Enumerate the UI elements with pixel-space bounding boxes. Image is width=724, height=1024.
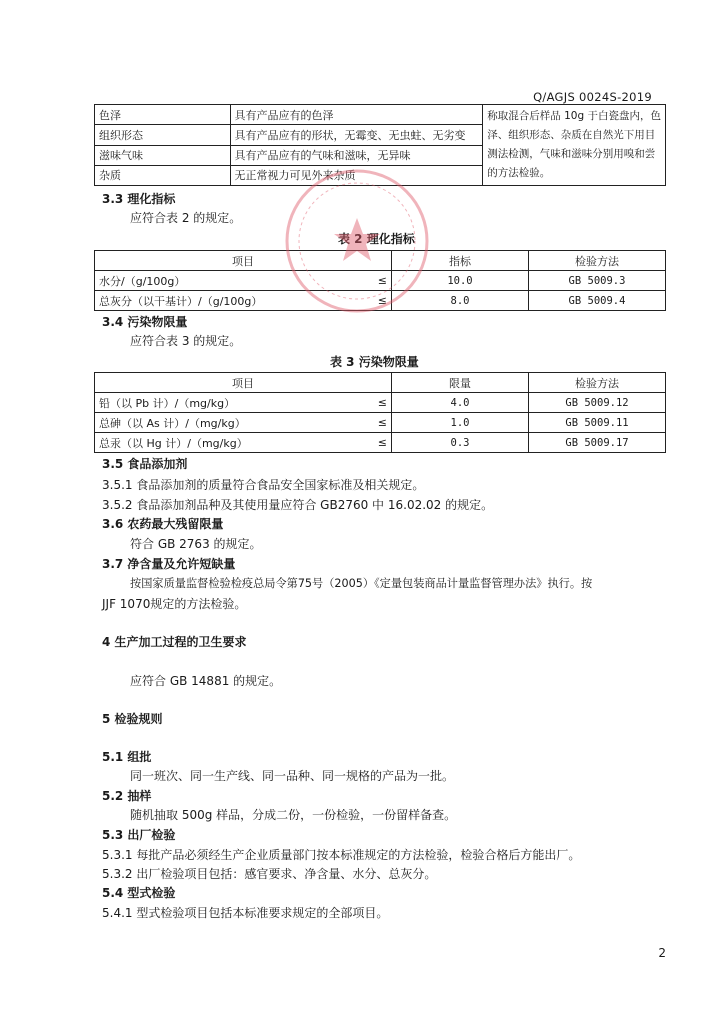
section-heading: 4 生产加工过程的卫生要求: [102, 635, 247, 649]
table-cell: 4.0: [392, 393, 529, 413]
method-line: 的方法检验。: [487, 167, 551, 179]
section-heading: 3.7 净含量及允许短缺量: [102, 557, 236, 571]
document-id: Q/AGJS 0024S-2019: [533, 90, 652, 104]
table-cell: 0.3: [392, 433, 529, 453]
method-line: 称取混合后样品 10g 于白瓷盘内，色: [487, 110, 661, 122]
table-cell: 铅（以 Pb 计）/（mg/kg）: [95, 393, 370, 413]
section-heading: 5.2 抽样: [102, 789, 152, 803]
section-heading: 3.3 理化指标: [102, 192, 176, 206]
table-cell: GB 5009.17: [529, 433, 666, 453]
table-cell: 总灰分（以干基计）/（g/100g）: [95, 291, 370, 311]
paragraph: 5.4.1 型式检验项目包括本标准要求规定的全部项目。: [102, 906, 389, 920]
table-cell: ≤: [369, 433, 392, 453]
table-cell: 1.0: [392, 413, 529, 433]
section-heading: 5 检验规则: [102, 712, 163, 726]
paragraph: 同一班次、同一生产线、同一品种、同一规格的产品为一批。: [130, 769, 455, 783]
table-cell: ≤: [369, 271, 392, 291]
column-header: 检验方法: [529, 251, 666, 271]
table-cell: 色泽: [95, 105, 231, 125]
table-cell: GB 5009.4: [529, 291, 666, 311]
table-cell: ≤: [369, 393, 392, 413]
table-cell: 总砷（以 As 计）/（mg/kg）: [95, 413, 370, 433]
table-cell: 无正常视力可见外来杂质: [230, 165, 483, 185]
table-header-row: [95, 373, 666, 393]
table-row: [95, 105, 666, 125]
table-cell: 具有产品应有的气味和滋味，无异味: [230, 145, 483, 165]
table-cell: 杂质: [95, 165, 231, 185]
paragraph: 按国家质量监督检验检疫总局令第75号（2005）《定量包装商品计量监督管理办法》执行。按: [130, 577, 593, 590]
method-line: 泽、组织形态、杂质在自然光下用目: [487, 129, 656, 141]
seal-star-icon: [334, 218, 380, 261]
section-heading: 3.4 污染物限量: [102, 315, 188, 329]
method-line: 测法检测，气味和滋味分别用嗅和尝: [487, 148, 656, 160]
page-number: 2: [658, 946, 666, 960]
paragraph: JJF 1070规定的方法检验。: [102, 597, 247, 611]
table-cell: 滋味气味: [95, 145, 231, 165]
table-cell: 组织形态: [95, 125, 231, 145]
column-header: 项目: [95, 251, 392, 271]
paragraph: 5.3.2 出厂检验项目包括：感官要求、净含量、水分、总灰分。: [102, 867, 437, 881]
column-header: 指标: [392, 251, 529, 271]
table-row: [95, 433, 666, 453]
column-header: 检验方法: [529, 373, 666, 393]
table-row: [95, 393, 666, 413]
paragraph: 符合 GB 2763 的规定。: [130, 537, 262, 551]
paragraph: 随机抽取 500g 样品，分成二份，一份检验，一份留样备查。: [130, 808, 457, 822]
section-heading: 5.1 组批: [102, 750, 152, 764]
table-caption: 表 2 理化指标: [338, 232, 415, 246]
table-cell: GB 5009.12: [529, 393, 666, 413]
table-cell: 水分/（g/100g）: [95, 271, 370, 291]
table-cell: 总汞（以 Hg 计）/（mg/kg）: [95, 433, 370, 453]
paragraph: 应符合表 2 的规定。: [130, 211, 242, 225]
company-seal-stamp: [282, 166, 432, 316]
table-cell: GB 5009.11: [529, 413, 666, 433]
paragraph: 3.5.2 食品添加剂品种及其使用量应符合 GB2760 中 16.02.02 的规定。: [102, 498, 494, 512]
table-cell: 具有产品应有的色泽: [230, 105, 483, 125]
table-cell: 具有产品应有的形状，无霉变、无虫蛀、无劣变: [230, 125, 483, 145]
table-row: [95, 413, 666, 433]
paragraph: 应符合表 3 的规定。: [130, 334, 242, 348]
contaminant-table: [94, 372, 666, 453]
table-cell: ≤: [369, 413, 392, 433]
paragraph: 5.3.1 每批产品必须经生产企业质量部门按本标准规定的方法检验，检验合格后方能出厂。: [102, 848, 581, 862]
method-cell: [483, 105, 666, 186]
column-header: 项目: [95, 373, 392, 393]
column-header: 限量: [392, 373, 529, 393]
section-heading: 5.3 出厂检验: [102, 828, 176, 842]
section-heading: 5.4 型式检验: [102, 886, 176, 900]
table-cell: GB 5009.3: [529, 271, 666, 291]
paragraph: 3.5.1 食品添加剂的质量符合食品安全国家标准及相关规定。: [102, 478, 425, 492]
section-heading: 3.5 食品添加剂: [102, 457, 188, 471]
section-heading: 3.6 农药最大残留限量: [102, 517, 224, 531]
table-cell: 10.0: [392, 271, 529, 291]
paragraph: 应符合 GB 14881 的规定。: [130, 674, 282, 688]
table-cell: ≤: [369, 291, 392, 311]
table-caption: 表 3 污染物限量: [330, 355, 419, 369]
table-cell: 8.0: [392, 291, 529, 311]
